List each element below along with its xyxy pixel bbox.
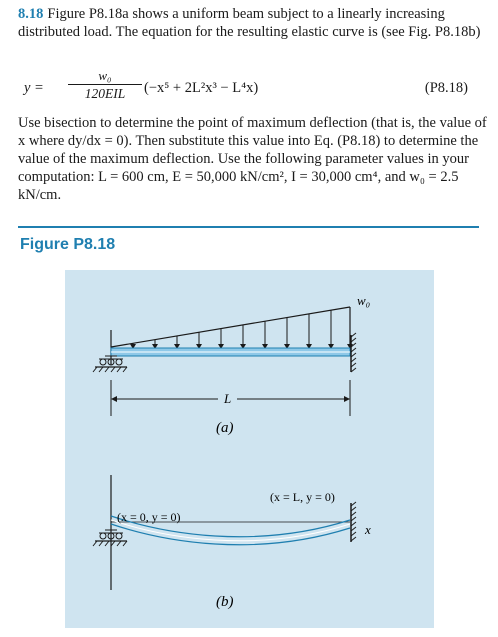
problem-body: Use bisection to determine the point of maximum deflection (that is, the value of x where dy/dx = 0). Then substitute this value into Eq. (P8.18) to determine the value of the maximum deflection. Use the following parameter values in your computation: L = 600 cm, E = 50,000 kN/cm², I = 30,000 cm⁴, and w₀ = 2.5 kN/cm. bbox=[18, 115, 487, 203]
beam-a bbox=[111, 330, 350, 365]
equation-rhs: (−x⁵ + 2L²x³ − L⁴x) bbox=[144, 80, 259, 96]
caption-a: (a) bbox=[216, 420, 234, 436]
x-axis-label: x bbox=[365, 522, 371, 537]
equation-p8-18 bbox=[18, 66, 488, 110]
pin-support-a bbox=[93, 356, 127, 372]
figure-title: Figure P8.18 bbox=[20, 236, 116, 253]
caption-b: (b) bbox=[216, 594, 234, 610]
distributed-load bbox=[111, 293, 370, 349]
problem-intro-text: Figure P8.18a shows a uniform beam subject to a linearly increasing distributed load. The equation for the resulting elastic curve is (see Fig. P8.18b) bbox=[18, 6, 481, 40]
equation-lhs: y = bbox=[24, 80, 44, 96]
load-label: w₀ bbox=[357, 293, 371, 308]
fraction-bar bbox=[68, 84, 142, 85]
figure-panel bbox=[65, 270, 434, 628]
problem-intro bbox=[18, 6, 488, 41]
equation-fraction bbox=[68, 68, 142, 102]
equation-numerator: w₀ bbox=[98, 68, 112, 83]
equation-denominator: 120EIL bbox=[84, 86, 126, 101]
problem-number: 8.18 bbox=[18, 6, 44, 22]
left-boundary-condition: (x = 0, y = 0) bbox=[117, 510, 181, 524]
pin-support-b bbox=[93, 530, 127, 546]
right-boundary-condition: (x = L, y = 0) bbox=[270, 490, 335, 504]
length-dimension bbox=[111, 380, 350, 416]
fixed-wall-b bbox=[351, 502, 356, 542]
beam-diagram bbox=[65, 270, 434, 628]
length-label: L bbox=[224, 391, 232, 406]
fixed-wall-a bbox=[351, 333, 356, 372]
section-rule bbox=[18, 226, 479, 228]
equation-tag: (P8.18) bbox=[424, 80, 468, 96]
elastic-curve bbox=[111, 475, 371, 590]
